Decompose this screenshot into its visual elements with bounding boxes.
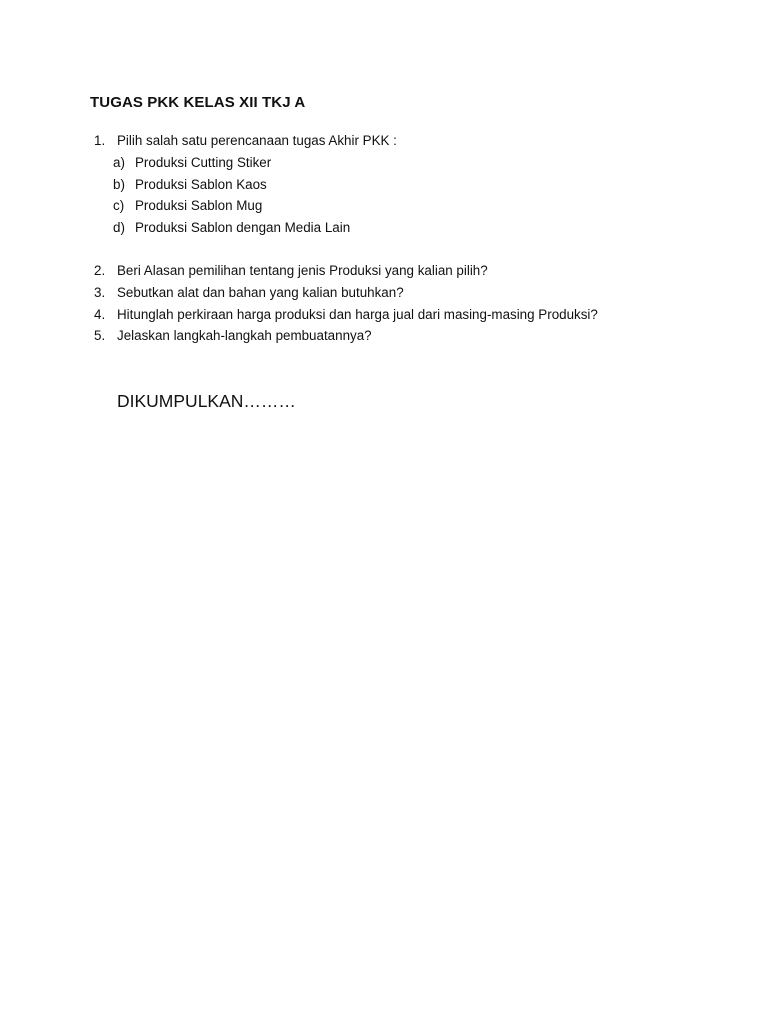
sub-item-letter: b) xyxy=(113,177,125,192)
list-item-text: Sebutkan alat dan bahan yang kalian butuhkan? xyxy=(117,285,404,300)
list-item-number: 3. xyxy=(94,285,106,300)
collected-note: DIKUMPULKAN……… xyxy=(117,391,296,411)
list-item-number: 5. xyxy=(94,328,106,343)
sub-item-letter: d) xyxy=(113,220,125,235)
sub-item-text: Produksi Sablon Mug xyxy=(135,198,263,213)
list-item-text: Pilih salah satu perencanaan tugas Akhir PKK : xyxy=(117,133,397,148)
document-title: TUGAS PKK KELAS XII TKJ A xyxy=(90,94,306,111)
sub-item-text: Produksi Sablon Kaos xyxy=(135,177,267,192)
sub-item-text: Produksi Sablon dengan Media Lain xyxy=(135,220,351,235)
list-item-text: Hitunglah perkiraan harga produksi dan harga jual dari masing-masing Produksi? xyxy=(117,307,598,322)
list-item-number: 4. xyxy=(94,307,106,322)
sub-item-text: Produksi Cutting Stiker xyxy=(135,155,272,170)
list-item-number: 1. xyxy=(94,133,106,148)
list-item-text: Jelaskan langkah-langkah pembuatannya? xyxy=(117,328,372,343)
list-item-number: 2. xyxy=(94,263,106,278)
sub-item-letter: a) xyxy=(113,155,125,170)
list-item-text: Beri Alasan pemilihan tentang jenis Produksi yang kalian pilih? xyxy=(117,263,488,278)
sub-item-letter: c) xyxy=(113,198,125,213)
